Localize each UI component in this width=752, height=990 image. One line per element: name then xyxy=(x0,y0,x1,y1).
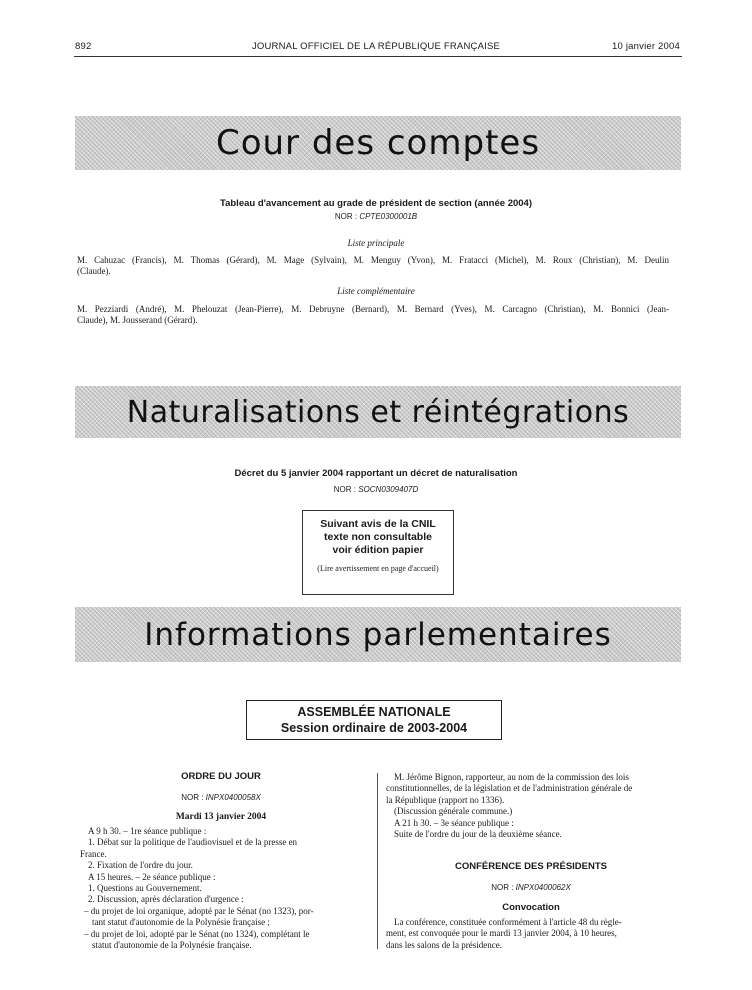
liste-complementaire-text xyxy=(77,304,669,326)
cnil-line: voir édition papier xyxy=(332,544,424,556)
liste-complementaire-line: Claude), M. Jousserand (Gérard). xyxy=(77,315,198,325)
cnil-line: Suivant avis de la CNIL xyxy=(320,518,436,530)
rapport-line: la République (rapport no 1336). xyxy=(386,794,505,805)
decret-title: Décret du 5 janvier 2004 rapportant un décret de naturalisation xyxy=(234,468,518,479)
column-divider xyxy=(377,773,378,949)
rapport-line: constitutionnelles, de la législation et de l'administration générale de xyxy=(386,783,633,794)
ordre-line: A 9 h 30. – 1re séance publique : xyxy=(88,826,207,836)
nor-code: INPX0400062X xyxy=(515,883,571,892)
cnil-note: (Lire avertissement en page d'accueil) xyxy=(317,564,439,573)
assembly-name: ASSEMBLÉE NATIONALE xyxy=(297,705,451,719)
informations-banner xyxy=(75,607,681,662)
nor-code: INPX0400058X xyxy=(205,793,261,802)
rapport-body xyxy=(386,772,676,840)
cour-banner xyxy=(75,116,681,170)
ordre-line: 1. Débat sur la politique de l'audiovisuel et de la presse en xyxy=(88,837,298,848)
naturalisations-banner xyxy=(75,386,681,438)
rapport-line: A 21 h 30. – 3e séance publique : xyxy=(394,817,514,828)
session-name: Session ordinaire de 2003-2004 xyxy=(280,721,468,735)
convocation-line: La conférence, constituée conformément à l'article 48 du règle- xyxy=(394,917,622,927)
ordre-du-jour-heading: ORDRE DU JOUR xyxy=(181,771,261,782)
decret-nor xyxy=(0,485,752,494)
cnil-notice-box xyxy=(302,510,454,595)
rapport-line: (Discussion générale commune.) xyxy=(394,806,513,817)
nor-label: NOR : xyxy=(334,212,358,221)
issue-date: 10 janvier 2004 xyxy=(612,41,680,52)
assembly-box xyxy=(246,700,502,740)
ordre-line: France. xyxy=(80,848,107,859)
ordre-line: 1. Questions au Gouvernement. xyxy=(88,883,202,894)
nor-label: NOR : xyxy=(181,793,204,802)
conference-heading: CONFÉRENCE DES PRÉSIDENTS xyxy=(454,861,608,872)
convocation-line: dans les salons de la présidence. xyxy=(386,939,502,950)
nor-label: NOR : xyxy=(333,485,356,494)
ordre-line: – du projet de loi organique, adopté par le Sénat (no 1323), por- xyxy=(84,905,314,916)
naturalisations-banner-title: Naturalisations et réintégrations xyxy=(126,394,630,430)
cnil-line: texte non consultable xyxy=(324,531,432,543)
ordre-line: – du projet de loi, adopté par le Sénat (no 1324), complétant le xyxy=(84,928,310,939)
page-number: 892 xyxy=(75,41,92,52)
nor-code: SOCN0309407D xyxy=(358,485,419,494)
convocation-heading: Convocation xyxy=(502,902,560,913)
cour-nor xyxy=(0,212,752,221)
journal-title: JOURNAL OFFICIEL DE LA RÉPUBLIQUE FRANÇAISE xyxy=(251,41,501,52)
liste-principale-line: (Claude). xyxy=(77,266,111,276)
ordre-line: tant statut d'autonomie de la Polynésie française ; xyxy=(92,917,270,928)
liste-complementaire-heading: Liste complémentaire xyxy=(337,286,415,296)
convocation-line: ment, est convoquée pour le mardi 13 janvier 2004, à 10 heures, xyxy=(386,928,617,939)
header-rule xyxy=(74,56,682,57)
liste-complementaire-line: M. Pezziardi (André), M. Phelouzat (Jean-Pierre), M. Debruyne (Bernard), M. Bernard (Yves), M. Carcagno (Christian), M. Bonnici (Jean- xyxy=(77,304,669,314)
cour-banner-title: Cour des comptes xyxy=(215,123,541,163)
ordre-line: 2. Discussion, après déclaration d'urgence : xyxy=(88,894,244,905)
nor-code: CPTE0300001B xyxy=(359,212,418,221)
informations-banner-title: Informations parlementaires xyxy=(144,616,612,653)
ordre-line: statut d'autonomie de la Polynésie française. xyxy=(92,940,252,951)
conference-nor xyxy=(386,883,676,892)
convocation-body xyxy=(386,917,676,951)
ordre-line: A 15 heures. – 2e séance publique : xyxy=(88,871,216,882)
ordre-nor xyxy=(76,793,366,802)
rapport-line: Suite de l'ordre du jour de la deuxième séance. xyxy=(394,829,562,840)
liste-principale-line: M. Cahuzac (Francis), M. Thomas (Gérard), M. Mage (Sylvain), M. Menguy (Yvon), M. Fratacci (Michel), M. Roux (Christian), M. Deulin xyxy=(77,255,669,265)
liste-principale-text xyxy=(77,255,669,277)
rapport-line: M. Jérôme Bignon, rapporteur, au nom de la commission des lois xyxy=(394,772,629,782)
cour-title: Tableau d'avancement au grade de président de section (année 2004) xyxy=(220,198,532,209)
ordre-body xyxy=(80,826,370,951)
ordre-day: Mardi 13 janvier 2004 xyxy=(175,812,267,822)
ordre-line: 2. Fixation de l'ordre du jour. xyxy=(88,860,193,871)
nor-label: NOR : xyxy=(491,883,514,892)
liste-principale-heading: Liste principale xyxy=(347,238,405,248)
